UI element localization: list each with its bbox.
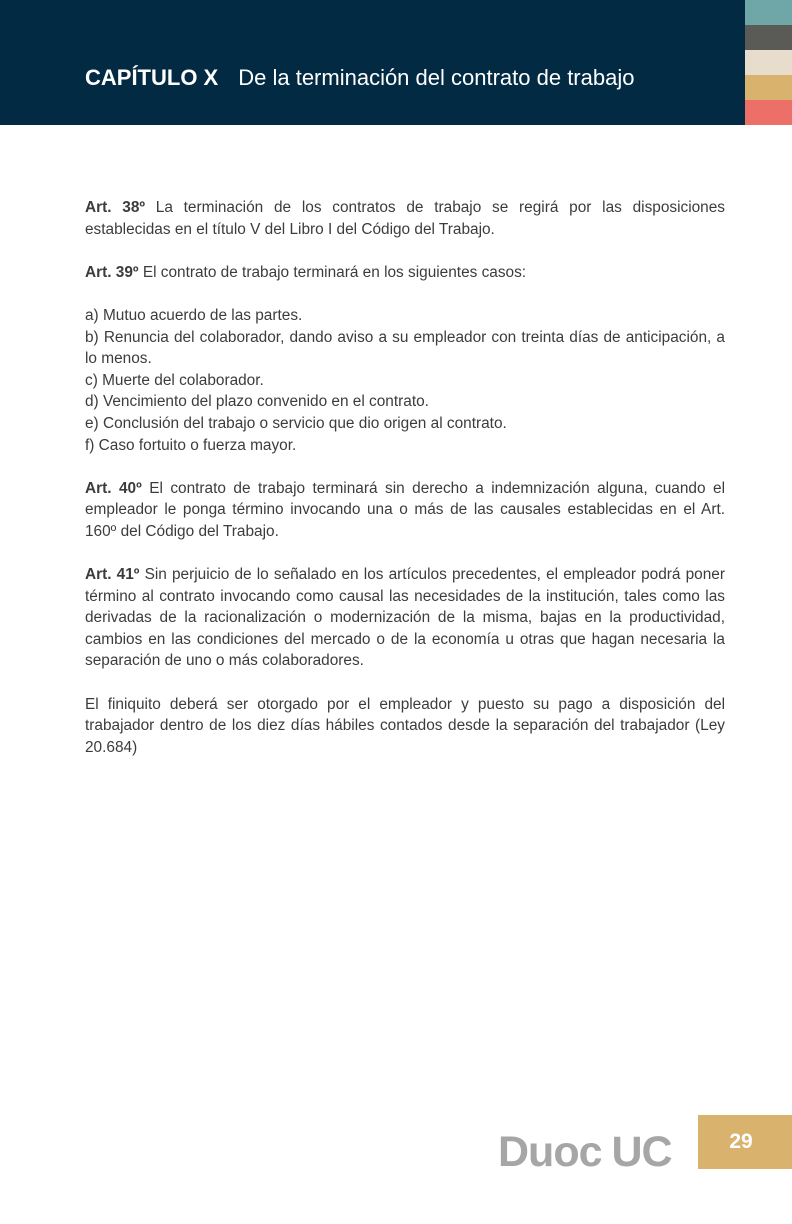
document-body — [85, 197, 725, 780]
swatch-beige — [745, 50, 792, 75]
chapter-number: CAPÍTULO X — [85, 65, 219, 90]
article-39 — [85, 262, 725, 284]
list-item: c) Muerte del colaborador. — [85, 371, 264, 389]
list-item: b) Renuncia del colaborador, dando aviso a su empleador con treinta días de anticipación, a lo menos. — [85, 328, 725, 368]
chapter-header — [0, 0, 745, 125]
logo-part-duoc: Duoc — [498, 1128, 602, 1176]
article-39-text: El contrato de trabajo terminará en los siguientes casos: — [142, 263, 527, 281]
swatch-gold — [745, 75, 792, 100]
logo-part-uc: UC — [611, 1128, 672, 1176]
list-item: a) Mutuo acuerdo de las partes. — [85, 306, 303, 324]
article-41-label: Art. 41º — [85, 566, 140, 584]
article-40 — [85, 478, 725, 543]
list-item: d) Vencimiento del plazo convenido en el contrato. — [85, 393, 429, 411]
article-38-label: Art. 38º — [85, 199, 146, 216]
article-38-text: La terminación de los contratos de trabajo se regirá por las disposiciones establecidas en el título V del Libro I del Código del Trabajo. — [85, 199, 725, 238]
article-38 — [85, 197, 725, 240]
swatch-gray — [745, 25, 792, 50]
page-number — [698, 1115, 792, 1169]
finiquito-paragraph: El finiquito deberá ser otorgado por el empleador y puesto su pago a disposición del trabajador dentro de los diez días hábiles contados desde la separación del trabajador (Ley 20.684) — [85, 695, 725, 756]
article-40-label: Art. 40º — [85, 479, 142, 497]
list-item: f) Caso fortuito o fuerza mayor. — [85, 436, 297, 454]
termination-cases-list — [85, 305, 725, 456]
chapter-title — [85, 64, 634, 92]
swatch-teal — [745, 0, 792, 25]
color-swatches — [745, 0, 792, 125]
article-39-label: Art. 39º — [85, 263, 139, 281]
swatch-coral — [745, 100, 792, 125]
page-number-text: 29 — [729, 1130, 753, 1153]
chapter-heading: De la terminación del contrato de trabajo — [238, 65, 635, 90]
article-41-text: Sin perjuicio de lo señalado en los artículos precedentes, el empleador podrá poner término al contrato invocando como causal las necesidades de la institución, tales como las derivadas de la racionalización o modernización de la misma, bajas en la productividad, cambios en las condiciones del mercado o de la economía u otras que hagan necesaria la separación de uno o más colaboradores. — [85, 566, 725, 670]
article-41 — [85, 564, 725, 672]
list-item: e) Conclusión del trabajo o servicio que dio origen al contrato. — [85, 414, 507, 432]
duoc-uc-logo — [498, 1128, 672, 1176]
article-40-text: El contrato de trabajo terminará sin derecho a indemnización alguna, cuando el empleador le ponga término invocando una o más de las causales establecidas en el Art. 160º del Código del Trabajo. — [85, 479, 725, 540]
